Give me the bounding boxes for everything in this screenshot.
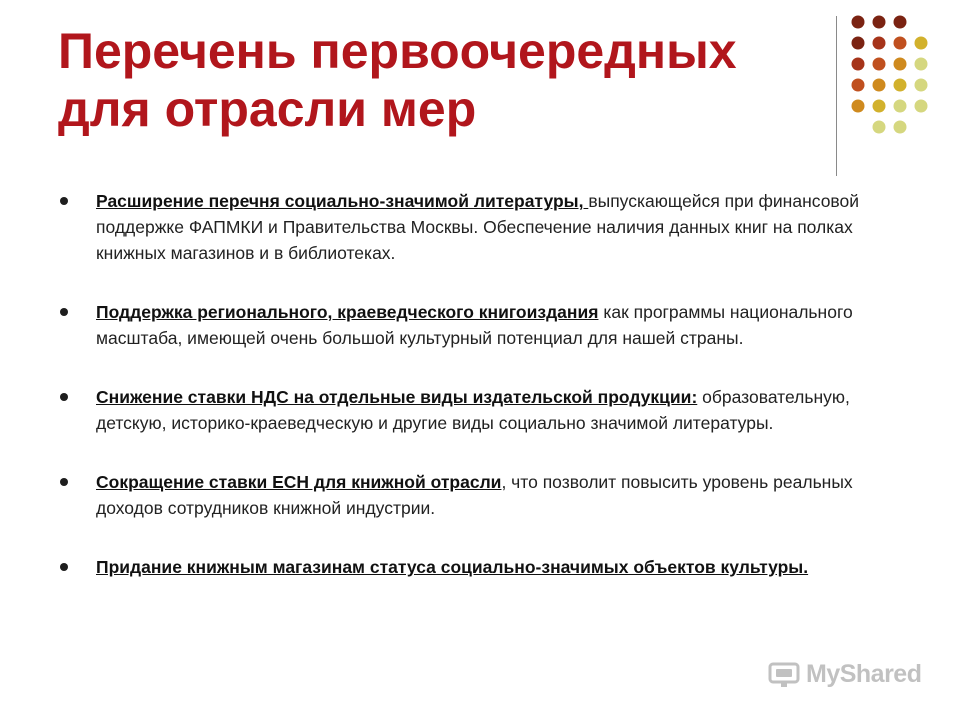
bullet-dot-icon [60,197,68,205]
decor-dot [873,79,886,92]
bullet-text: образовательную, детскую, историко-краеведческую и другие виды социально значимой литературы. [96,387,850,433]
bullet-text: , что позволит повысить уровень реальных доходов сотрудников книжной индустрии. [96,472,853,518]
decor-dot [915,100,928,113]
decor-dot [873,121,886,134]
bullet-item [58,469,908,521]
watermark[interactable] [768,656,921,692]
decor-dot [852,79,865,92]
decor-dot [915,79,928,92]
bullet-text: как программы национального масштаба, имеющей очень большой культурный потенциал для нашей страны. [96,302,853,348]
bullet-dot-icon [60,478,68,486]
decor-dot [873,16,886,29]
divider-line [836,16,837,176]
bullet-dot-icon [60,308,68,316]
decor-dot [852,58,865,71]
bullet-lead: Сокращение ставки ЕСН для книжной отрасли [96,472,502,492]
decor-dot [894,16,907,29]
decor-dot [915,37,928,50]
bullet-item [58,188,908,266]
bullet-lead: Поддержка регионального, краеведческого книгоиздания [96,302,599,322]
decor-dot [852,37,865,50]
bullet-dot-icon [60,393,68,401]
bullet-item [58,299,908,351]
decor-dot [894,37,907,50]
decor-dot [852,16,865,29]
bullet-lead: Снижение ставки НДС на отдельные виды издательской продукции: [96,387,698,407]
decor-dot [894,58,907,71]
bullet-text: выпускающейся при финансовой поддержке ФАПМКИ и Правительства Москвы. Обеспечение наличия данных книг на полках книжных магазинов и в библиотеках. [96,191,860,263]
decor-dot [852,100,865,113]
bullet-lead: Расширение перечня социально-значимой литературы, [96,191,589,211]
decor-dot [873,37,886,50]
watermark-text: MyShared [806,659,922,688]
decor-dot [873,100,886,113]
bullet-item [58,554,908,580]
slide-title: Перечень первоочередных для отрасли мер [58,23,737,137]
decorative-dot-grid [848,12,958,162]
bullet-item [58,384,908,436]
bullet-dot-icon [60,563,68,571]
decor-dot [873,58,886,71]
decor-dot [894,100,907,113]
myshared-logo-icon [768,659,800,689]
bullet-lead: Придание книжным магазинам статуса социально-значимых объектов культуры. [96,557,809,577]
bullet-list [58,188,908,580]
decor-dot [894,121,907,134]
decor-dot [894,79,907,92]
decor-dot [915,58,928,71]
